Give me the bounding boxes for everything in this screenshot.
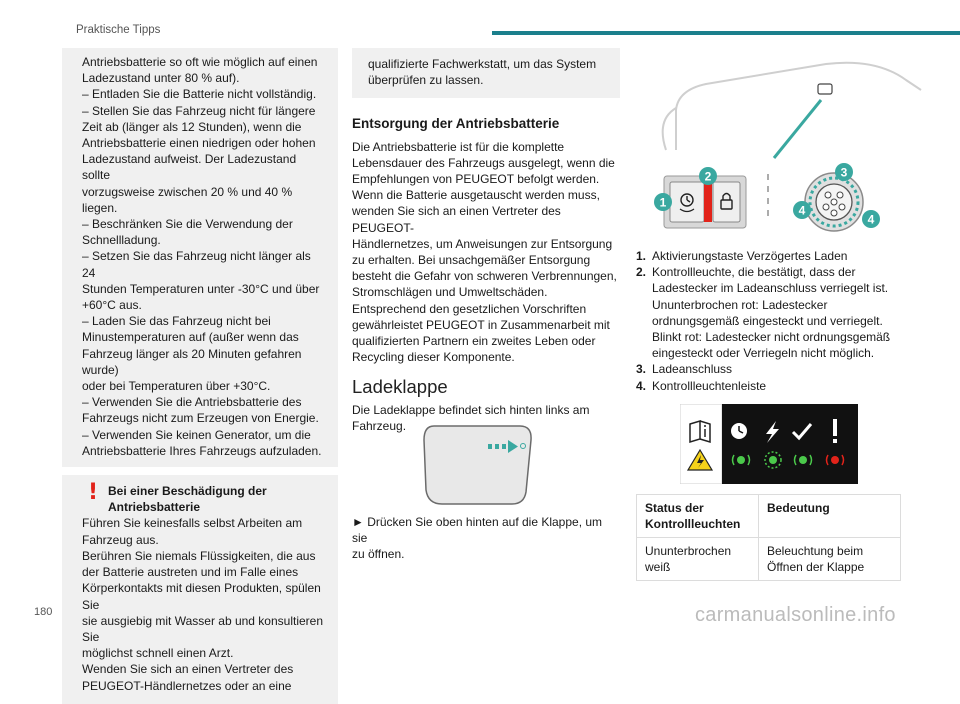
text-line: Ununterbrochen rot: Ladestecker [652, 297, 828, 312]
text-line: Körperkontakts mit diesen Produkten, spülen Sie [82, 581, 321, 612]
table-cell: Beleuchtung beim Öffnen der Klappe [759, 538, 901, 581]
text-line: Minustemperaturen auf (außer wenn das [82, 330, 299, 345]
text-line: PEUGEOT-Händlernetzes oder an eine [82, 678, 292, 693]
warning-icon: ! [88, 480, 99, 506]
disposal-paragraph [352, 139, 620, 366]
charging-port-figure [636, 50, 926, 240]
text-line: vorzugsweise zwischen 20 % und 40 % liegen. [82, 184, 293, 215]
text-line: Entsprechend den gesetzlichen Vorschriften [352, 301, 587, 316]
text-line: der Batterie austreten und im Falle eines [82, 565, 299, 580]
text-line: Führen Sie keinesfalls selbst Arbeiten am [82, 516, 303, 531]
header-section-title: Praktische Tipps [76, 24, 161, 36]
charging-flap-illustration [420, 418, 538, 510]
legend-number: 3. [636, 362, 647, 377]
page-number: 180 [34, 606, 53, 618]
text-line: Fahrzeug aus. [82, 532, 159, 547]
text-line: Stromschlägen und Umweltschäden. [352, 285, 548, 300]
column-left [62, 48, 338, 704]
text-line: Fahrzeugs nicht zum Erzeugen von Energie. [82, 411, 319, 426]
text-line: sie ausgiebig mit Wasser ab und konsultieren Sie [82, 613, 324, 644]
text-line: wenden Sie sich an einen Vertreter des PEUGEOT- [352, 204, 561, 235]
text-line: +60°C aus. [82, 298, 142, 313]
warning-title: Bei einer Beschädigung der [108, 484, 267, 499]
text-line: ordnungsgemäß eingesteckt und verriegelt. [652, 313, 883, 328]
text-line: qualifizierte Fachwerkstatt, um das System [368, 57, 597, 71]
text-line: Blinkt rot: Ladestecker nicht ordnungsgemäß [652, 330, 891, 345]
text-line: Wenden Sie sich an einen Vertreter des [82, 662, 294, 677]
battery-tips-box [62, 48, 338, 467]
text-line: Empfehlungen von PEUGEOT befolgt werden. [352, 172, 600, 187]
text-line: Fahrzeug. [352, 418, 407, 433]
text-line: Die Antriebsbatterie ist für die komplette [352, 139, 565, 154]
table-row [637, 538, 901, 581]
text-line: eingesteckt oder Verriegeln nicht möglich. [652, 346, 875, 361]
text-line: Schnellladung. [82, 233, 161, 248]
legend-text [652, 248, 916, 264]
legend-text [652, 361, 916, 377]
text-line: Ladeanschluss [652, 362, 733, 377]
exclamation-indicator-icon [833, 419, 837, 443]
header-accent-bar [492, 31, 960, 35]
disposal-heading: Entsorgung der Antriebsbatterie [352, 116, 560, 132]
text-line: Antriebsbatterie einen niedrigen oder hohen [82, 136, 316, 151]
text-line: – Verwenden Sie die Antriebsbatterie des [82, 395, 302, 410]
text-line: ► Drücken Sie oben hinten auf die Klappe, um sie [352, 515, 603, 546]
text-line: – Verwenden Sie keinen Generator, um die [82, 427, 311, 442]
svg-text:1: 1 [659, 195, 667, 210]
figure-legend [636, 248, 916, 394]
text-line: Aktivierungstaste Verzögertes Laden [652, 249, 848, 263]
legend-number: 1. [636, 249, 647, 263]
text-line: besteht die Gefahr von schweren Verbrennungen, [352, 269, 617, 284]
text-line: Fahrzeug länger als 20 Minuten gefahren wurde) [82, 346, 302, 377]
press-instruction [352, 514, 620, 563]
text-line: Stunden Temperaturen unter -30°C und über [82, 281, 320, 296]
text-line: Recycling dieser Komponente. [352, 350, 515, 365]
text-line: möglichst schnell einen Arzt. [82, 646, 234, 661]
battery-damage-warning [62, 475, 338, 704]
text-line: Kontrollleuchtenleiste [652, 378, 767, 393]
legend-number: 2. [636, 265, 647, 280]
watermark: carmanualsonline.info [695, 604, 896, 626]
legend-item [636, 378, 916, 394]
text-line: Ladestecker im Ladeanschluss verriegelt ist. [652, 281, 889, 296]
callout-1 [654, 193, 672, 211]
text-line: zu öffnen. [352, 547, 405, 562]
clock-indicator-icon [731, 423, 747, 439]
text-line: Ladezustand aufweist. Der Ladezustand sollte [82, 152, 297, 183]
text-line: gewährleistet PEUGEOT in Zusammenarbeit mit [352, 317, 610, 332]
charging-socket [805, 173, 863, 231]
text-line: Die Ladeklappe befindet sich hinten links am [352, 402, 590, 417]
svg-text:2: 2 [704, 169, 712, 184]
text-line: qualifizierten Partnern ein zweites Leben oder [352, 334, 596, 349]
table-header: Status der Kontrollleuchten [637, 495, 759, 538]
text-line: – Laden Sie das Fahrzeug nicht bei [82, 314, 271, 329]
svg-text:4: 4 [867, 212, 875, 227]
text-line: – Stellen Sie das Fahrzeug nicht für längere [82, 103, 316, 118]
text-line: Wenn die Batterie ausgetauscht werden muss, [352, 188, 600, 203]
indicator-status-table [636, 494, 901, 581]
text-line: Zeit ab (länger als 12 Stunden), wenn die [82, 119, 302, 134]
text-line: Antriebsbatterie so oft wie möglich auf einen [82, 55, 318, 69]
table-header-row [637, 495, 901, 538]
text-line: – Entladen Sie die Batterie nicht vollständig. [82, 87, 317, 102]
legend-text [652, 264, 916, 361]
continued-warning-box [352, 48, 620, 98]
legend-item [636, 264, 916, 361]
text-line: Antriebsbatterie Ihres Fahrzeugs aufzuladen. [82, 443, 322, 458]
text-line: Kontrollleuchte, die bestätigt, dass der [652, 265, 856, 280]
text-line: – Setzen Sie das Fahrzeug nicht länger als 24 [82, 249, 311, 280]
callout-4-left [793, 201, 811, 219]
table-cell: Ununterbrochen weiß [637, 538, 759, 581]
car-outline [676, 63, 921, 150]
text-line: zu erhalten. Bei unsachgemäßer Entsorgung [352, 253, 591, 268]
delayed-charge-button [670, 182, 704, 222]
legend-item [636, 361, 916, 377]
charging-flap-heading: Ladeklappe [352, 376, 448, 398]
text-line: überprüfen zu lassen. [368, 73, 484, 88]
legend-text [652, 378, 916, 394]
text-line: Lebensdauer des Fahrzeugs ausgelegt, wenn die [352, 155, 615, 170]
legend-number: 4. [636, 378, 647, 393]
text-line: Händlernetzes, um Anweisungen zur Entsorgung [352, 236, 613, 251]
table-header: Bedeutung [759, 495, 901, 538]
callout-2 [699, 167, 717, 185]
pointer-line [774, 100, 821, 158]
warning-title: Antriebsbatterie [108, 500, 201, 515]
text-line: Ladezustand unter 80 % auf). [82, 71, 240, 86]
lock-indicator-light [704, 182, 712, 222]
text-line: oder bei Temperaturen über +30°C. [82, 379, 271, 394]
svg-text:4: 4 [798, 203, 806, 218]
callout-3 [835, 163, 853, 181]
text-line: – Beschränken Sie die Verwendung der [82, 217, 293, 232]
legend-item [636, 248, 916, 264]
callout-4-right [862, 210, 880, 228]
charging-flap-icon [818, 84, 832, 94]
text-line: Berühren Sie niemals Flüssigkeiten, die aus [82, 548, 316, 563]
indicator-strip-figure [680, 404, 858, 484]
column-middle [352, 48, 620, 434]
svg-text:3: 3 [840, 165, 848, 180]
